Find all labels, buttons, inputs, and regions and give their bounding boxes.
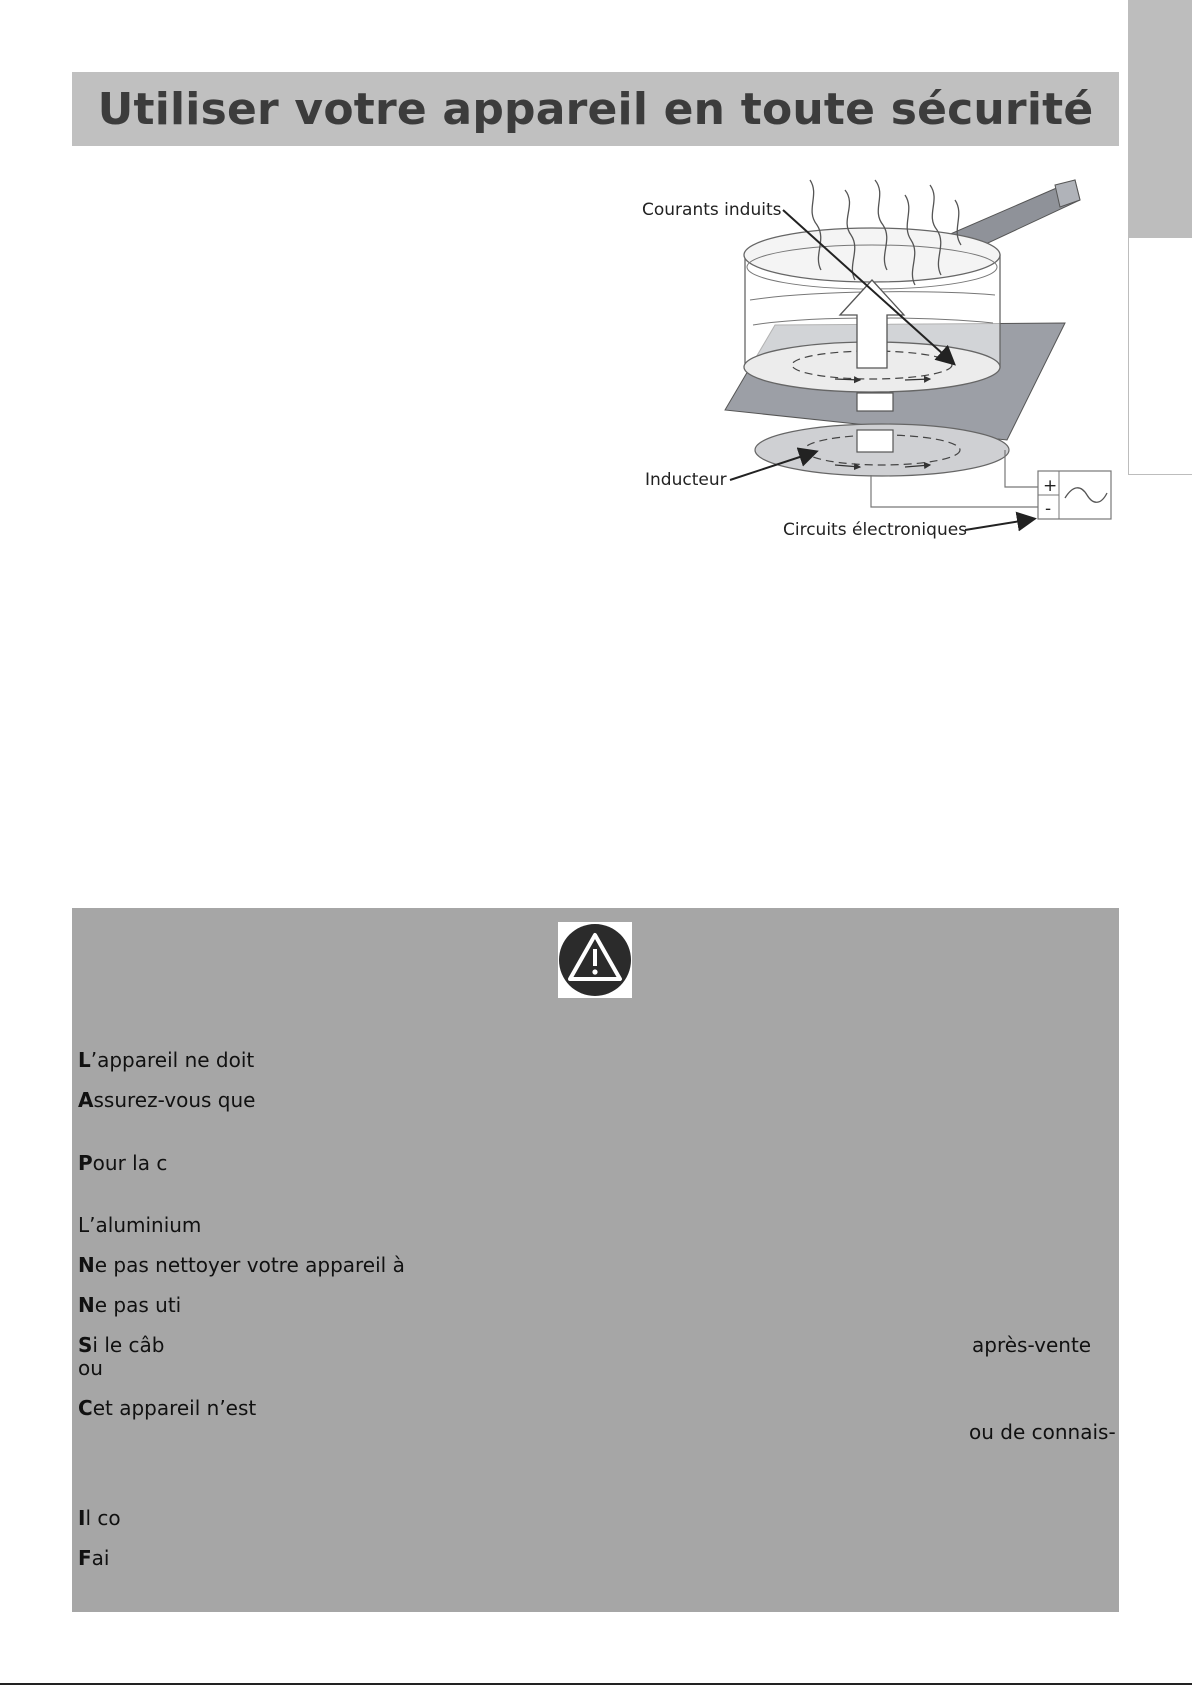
label-circuits: Circuits électroniques [783,520,968,540]
warning-line-10: Fai [78,1546,110,1570]
induction-diagram [635,175,1115,550]
warning-line-2: Assurez-vous que [78,1088,256,1112]
pan-rim [744,228,1000,282]
induction-diagram-svg [635,175,1115,550]
pointer-circuits [965,519,1033,530]
warning-line-7b: ou [78,1356,103,1380]
energy-arrow-mid [857,393,893,411]
warning-line-9: Il co [78,1506,121,1530]
warning-line-1: L’appareil ne doit [78,1048,255,1072]
pan-handle-end [1055,180,1080,207]
label-inducteur: Inducteur [645,470,727,490]
minus-sign: - [1045,499,1052,519]
warning-box [72,908,1119,1612]
label-courants-induits: Courants induits [642,200,782,220]
side-tab-divider [1128,238,1129,474]
side-tab [1128,0,1192,238]
wire-top [1005,450,1038,487]
warning-triangle-icon [558,922,632,998]
page-title: Utiliser votre appareil en toute sécurité [97,83,1094,135]
title-band [72,72,1119,146]
warning-line-4: L’aluminium [78,1213,202,1237]
warning-line-7: Si le câb [78,1333,165,1357]
warning-line-8: Cet appareil n’est [78,1396,257,1420]
warning-tail-apres-vente: après-vente [972,1333,1092,1357]
side-tab-divider-bottom [1128,474,1192,475]
plus-sign: + [1043,476,1058,496]
wire-bottom [871,475,1038,507]
warning-line-3: Pour la c [78,1151,168,1175]
warning-line-6: Ne pas uti [78,1293,182,1317]
warning-line-5: Ne pas nettoyer votre appareil à [78,1253,405,1277]
energy-arrow-lower [857,430,893,452]
warning-tail-connaissance: ou de connais- [969,1420,1116,1444]
